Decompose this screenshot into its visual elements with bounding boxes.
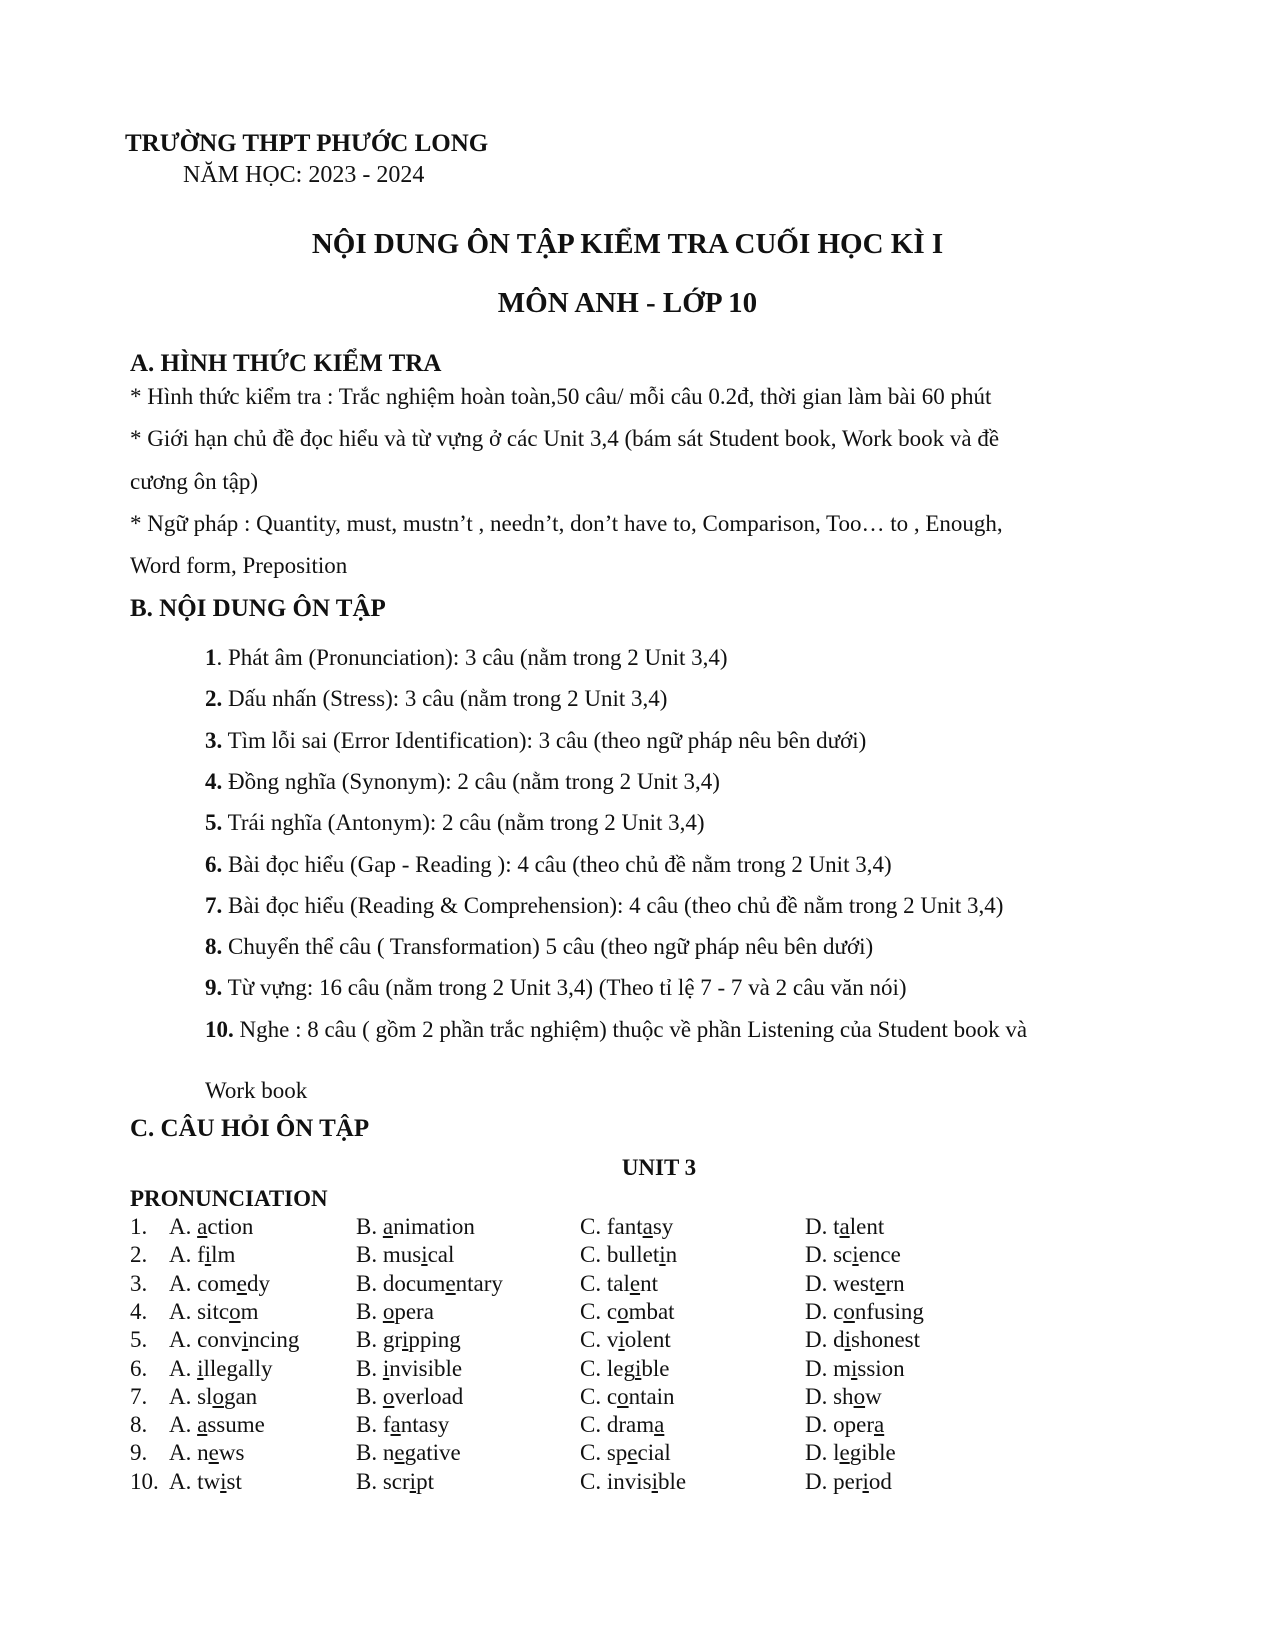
option-c: C. combat <box>580 1299 675 1324</box>
underlined-sound: a <box>873 1412 885 1437</box>
item-text: Tìm lỗi sai (Error Identification): 3 câu (theo ngữ pháp nêu bên dưới) <box>222 728 867 753</box>
option-c: C. bulletin <box>580 1242 678 1267</box>
underlined-sound: a <box>382 1214 394 1239</box>
underlined-sound: o <box>617 1299 629 1324</box>
section-b-heading: B. NỘI DUNG ÔN TẬP <box>130 595 386 622</box>
item-number: 6. <box>205 852 223 877</box>
pronunciation-heading: PRONUNCIATION <box>130 1186 328 1211</box>
option-c: C. fantasy <box>580 1214 674 1239</box>
section-b-item <box>205 645 728 671</box>
underlined-sound: i <box>659 1242 666 1267</box>
option-d: D. period <box>805 1469 892 1494</box>
question-number: 1. <box>130 1214 148 1239</box>
section-b-item <box>205 934 873 960</box>
option-d: D. mission <box>805 1356 905 1381</box>
option-b: B. script <box>356 1469 434 1494</box>
underlined-sound: e <box>627 1440 638 1465</box>
underlined-sound: o <box>617 1384 629 1409</box>
underlined-sound: e <box>839 1440 850 1465</box>
underlined-sound: o <box>382 1384 395 1409</box>
option-c: C. violent <box>580 1327 671 1352</box>
option-c: C. invisible <box>580 1469 687 1494</box>
section-b-item <box>205 852 892 878</box>
item-number: 4. <box>205 769 223 794</box>
item-number: 3. <box>205 728 223 753</box>
item-text: Chuyển thể câu ( Transformation) 5 câu (theo ngữ pháp nêu bên dưới) <box>222 934 874 959</box>
underlined-sound: a <box>197 1412 208 1437</box>
underlined-sound: i <box>634 1356 642 1381</box>
unit-heading: UNIT 3 <box>621 1155 697 1180</box>
option-b: B. animation <box>356 1214 475 1239</box>
item-number: 9. <box>205 975 223 1000</box>
item-text: Bài đọc hiểu (Gap - Reading ): 4 câu (theo chủ đề nằm trong 2 Unit 3,4) <box>222 852 892 877</box>
underlined-sound: i <box>618 1327 625 1352</box>
section-a-heading: A. HÌNH THỨC KIỂM TRA <box>130 350 442 377</box>
underlined-sound: o <box>853 1384 866 1409</box>
item-text: Đồng nghĩa (Synonym): 2 câu (nằm trong 2 Unit 3,4) <box>222 769 720 794</box>
underlined-sound: a <box>654 1412 665 1437</box>
item-number: 8. <box>205 934 223 959</box>
option-d: D. show <box>805 1384 882 1409</box>
option-a: A. sitcom <box>169 1299 259 1324</box>
option-b: B. musical <box>356 1242 455 1267</box>
option-a: A. slogan <box>169 1384 258 1409</box>
underlined-sound: o <box>843 1299 855 1324</box>
underlined-sound: i <box>409 1469 417 1494</box>
option-a: A. comedy <box>169 1271 270 1296</box>
option-a: A. twist <box>169 1469 242 1494</box>
underlined-sound: a <box>839 1214 850 1239</box>
underlined-sound: a <box>642 1214 653 1239</box>
option-b: B. negative <box>356 1440 461 1465</box>
underlined-sound: o <box>212 1384 224 1409</box>
underlined-sound: i <box>402 1327 409 1352</box>
item-text: Nghe : 8 câu ( gồm 2 phần trắc nghiệm) thuộc về phần Listening của Student book và <box>233 1017 1028 1042</box>
section-b-item <box>205 728 866 754</box>
underlined-sound: i <box>421 1242 428 1267</box>
underlined-sound: a <box>390 1412 401 1437</box>
option-a: A. illegally <box>169 1356 273 1381</box>
question-number: 5. <box>130 1327 148 1352</box>
question-number: 4. <box>130 1299 148 1324</box>
item-text: Trái nghĩa (Antonym): 2 câu (nằm trong 2 Unit 3,4) <box>222 810 705 835</box>
option-c: C. talent <box>580 1271 658 1296</box>
section-b-item <box>205 769 720 795</box>
underlined-sound: i <box>862 1469 869 1494</box>
item-text: . Phát âm (Pronunciation): 3 câu (nằm trong 2 Unit 3,4) <box>216 645 728 670</box>
underlined-sound: o <box>229 1299 241 1324</box>
option-b: B. gripping <box>356 1327 461 1352</box>
underlined-sound: e <box>445 1271 456 1296</box>
option-a: A. convincing <box>169 1327 300 1352</box>
underlined-sound: i <box>844 1327 852 1352</box>
option-b: B. opera <box>356 1299 434 1324</box>
item-number: 10. <box>205 1017 234 1042</box>
question-number: 8. <box>130 1412 148 1437</box>
option-a: A. assume <box>169 1412 265 1437</box>
section-b-item <box>205 1017 1027 1043</box>
section-a-scope-line1: * Giới hạn chủ đề đọc hiểu và từ vựng ở các Unit 3,4 (bám sát Student book, Work book và đề <box>130 426 1000 451</box>
item-text: Dấu nhấn (Stress): 3 câu (nằm trong 2 Unit 3,4) <box>222 686 668 711</box>
underlined-sound: e <box>629 1271 641 1296</box>
section-c-heading: C. CÂU HỎI ÔN TẬP <box>130 1115 370 1142</box>
item-number: 2. <box>205 686 223 711</box>
item-number: 7. <box>205 893 223 918</box>
section-b-item <box>205 810 705 836</box>
underlined-sound: e <box>208 1440 219 1465</box>
underlined-sound: i <box>197 1356 204 1381</box>
section-b-item <box>205 975 907 1001</box>
option-c: C. contain <box>580 1384 675 1409</box>
question-number: 3. <box>130 1271 148 1296</box>
option-d: D. western <box>805 1271 905 1296</box>
document-subtitle: MÔN ANH - LỚP 10 <box>497 287 758 319</box>
school-name: TRƯỜNG THPT PHƯỚC LONG <box>125 130 489 157</box>
underlined-sound: i <box>851 1356 858 1381</box>
option-d: D. legible <box>805 1440 896 1465</box>
option-b: B. fantasy <box>356 1412 450 1437</box>
section-a-grammar-line2: Word form, Preposition <box>130 553 348 578</box>
underlined-sound: i <box>382 1356 390 1381</box>
underlined-sound: o <box>382 1299 395 1324</box>
item-number: 1 <box>205 645 217 670</box>
section-a-grammar-line1: * Ngữ pháp : Quantity, must, mustn’t , needn’t, don’t have to, Comparison, Too… to , Enough, <box>130 511 1003 536</box>
question-number: 2. <box>130 1242 148 1267</box>
option-b: B. invisible <box>356 1356 463 1381</box>
underlined-sound: a <box>197 1214 208 1239</box>
option-d: D. dishonest <box>805 1327 921 1352</box>
underlined-sound: i <box>220 1469 227 1494</box>
option-c: C. drama <box>580 1412 665 1437</box>
school-year: NĂM HỌC: 2023 - 2024 <box>183 162 425 188</box>
option-a: A. action <box>169 1214 254 1239</box>
option-d: D. science <box>805 1242 901 1267</box>
question-number: 10. <box>130 1469 159 1494</box>
underlined-sound: i <box>241 1327 249 1352</box>
option-c: C. legible <box>580 1356 670 1381</box>
underlined-sound: e <box>236 1271 247 1296</box>
underlined-sound: e <box>875 1271 886 1296</box>
item-number: 5. <box>205 810 223 835</box>
underlined-sound: i <box>651 1469 658 1494</box>
option-d: D. talent <box>805 1214 885 1239</box>
document-title: NỘI DUNG ÔN TẬP KIỂM TRA CUỐI HỌC KÌ I <box>311 228 944 260</box>
section-a-format: * Hình thức kiểm tra : Trắc nghiệm hoàn toàn,50 câu/ mỗi câu 0.2đ, thời gian làm bài 60 phút <box>130 384 992 409</box>
section-b-item <box>205 686 667 712</box>
option-a: A. news <box>169 1440 245 1465</box>
underlined-sound: i <box>852 1242 859 1267</box>
section-a-scope-line2: cương ôn tập) <box>130 469 259 494</box>
option-b: B. overload <box>356 1384 464 1409</box>
item-text: Từ vựng: 16 câu (nằm trong 2 Unit 3,4) (Theo tỉ lệ 7 - 7 và 2 câu văn nói) <box>222 975 907 1000</box>
option-d: D. opera <box>805 1412 885 1437</box>
underlined-sound: e <box>394 1440 405 1465</box>
section-b-item-10-continued: Work book <box>205 1078 308 1103</box>
question-number: 6. <box>130 1356 148 1381</box>
question-number: 7. <box>130 1384 148 1409</box>
underlined-sound: i <box>204 1242 212 1267</box>
item-text: Bài đọc hiểu (Reading & Comprehension): 4 câu (theo chủ đề nằm trong 2 Unit 3,4) <box>222 893 1004 918</box>
option-a: A. film <box>169 1242 236 1267</box>
section-b-item <box>205 893 1003 919</box>
option-d: D. confusing <box>805 1299 924 1324</box>
option-b: B. documentary <box>356 1271 503 1296</box>
option-c: C. special <box>580 1440 671 1465</box>
question-number: 9. <box>130 1440 148 1465</box>
